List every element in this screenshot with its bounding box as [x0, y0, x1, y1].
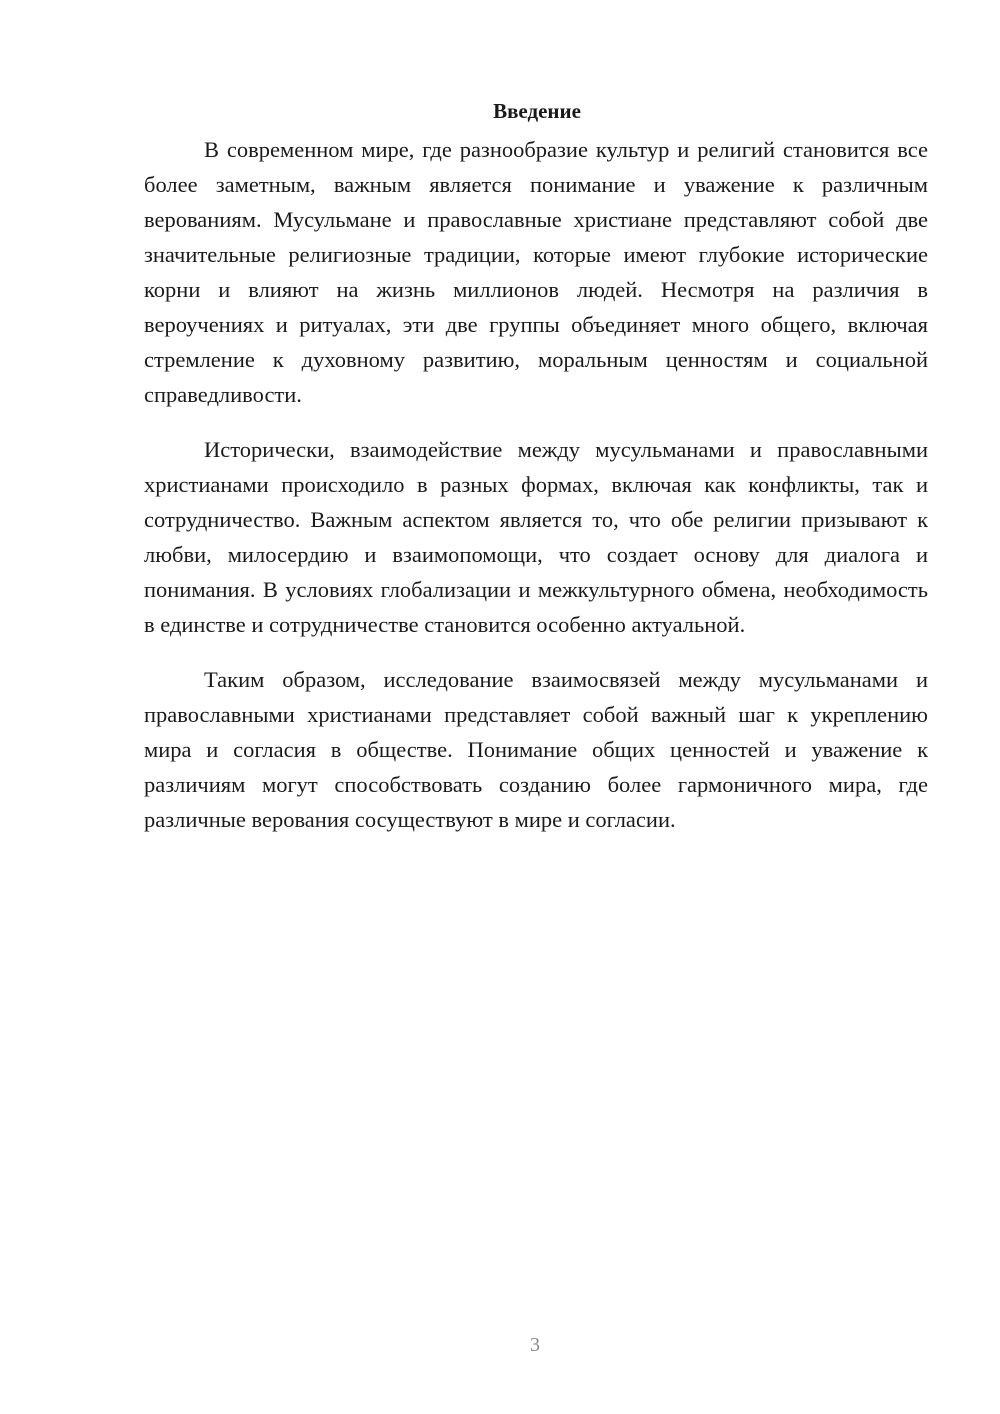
body-paragraph-3: Таким образом, исследование взаимосвязей между мусульманами и православными христианами представляет собой важный шаг к укреплению мира и согласия в обществе. Понимание общих ценностей и уважение к различиям могут способствовать созданию более гармоничного мира, где различные верования сосуществуют в мире и согласии. [144, 667, 928, 832]
page-content [144, 96, 928, 857]
body-paragraph-2: Исторически, взаимодействие между мусульманами и православными христианами происходило в разных формах, включая как конфликты, так и сотрудничество. Важным аспектом является то, что обе религии призывают к любви, милосердию и взаимопомощи, что создает основу для диалога и понимания. В условиях глобализации и межкультурного обмена, необходимость в единстве и сотрудничестве становится особенно актуальной. [144, 437, 928, 637]
page-number: 3 [530, 1334, 540, 1356]
body-paragraph-1: В современном мире, где разнообразие культур и религий становится все более заметным, важным является понимание и уважение к различным верованиям. Мусульмане и православные христиане представляют собой две значительные религиозные традиции, которые имеют глубокие исторические корни и влияют на жизнь миллионов людей. Несмотря на различия в вероучениях и ритуалах, эти две группы объединяет много общего, включая стремление к духовному развитию, моральным ценностям и социальной справедливости. [144, 137, 928, 407]
section-heading: Введение [493, 99, 581, 123]
